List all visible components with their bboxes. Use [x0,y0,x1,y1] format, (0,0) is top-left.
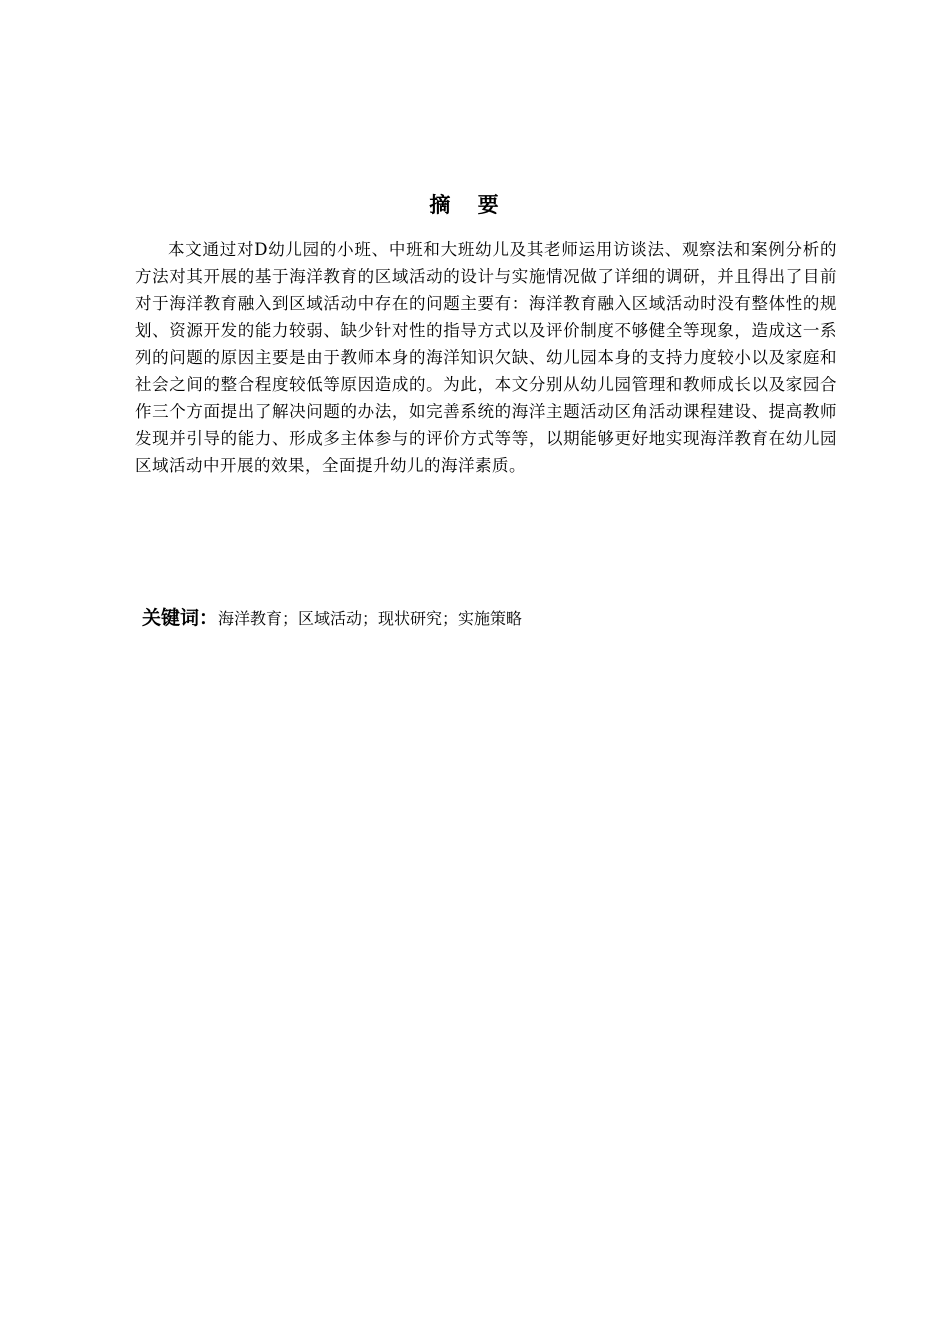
keywords-values: 海洋教育；区域活动；现状研究；实施策略 [218,609,523,628]
keywords-line [142,603,842,635]
keywords-label: 关键词： [142,607,219,629]
abstract-body: 本文通过对D幼儿园的小班、中班和大班幼儿及其老师运用访谈法、观察法和案例分析的方法对其开展的基于海洋教育的区域活动的设计与实施情况做了详细的调研，并且得出了目前对于海洋教育融入到区域活动中存在的问题主要有：海洋教育融入区域活动时没有整体性的规划、资源开发的能力较弱、缺少针对性的指导方式以及评价制度不够健全等现象，造成这一系列的问题的原因主要是由于教师本身的海洋知识欠缺、幼儿园本身的支持力度较小以及家庭和社会之间的整合程度较低等原因造成的。为此，本文分别从幼儿园管理和教师成长以及家园合作三个方面提出了解决问题的办法，如完善系统的海洋主题活动区角活动课程建设、提高教师发现并引导的能力、形成多主体参与的评价方式等等，以期能够更好地实现海洋教育在幼儿园区域活动中开展的效果，全面提升幼儿的海洋素质。 [135,240,837,475]
abstract-title: 摘 要 [429,193,509,217]
